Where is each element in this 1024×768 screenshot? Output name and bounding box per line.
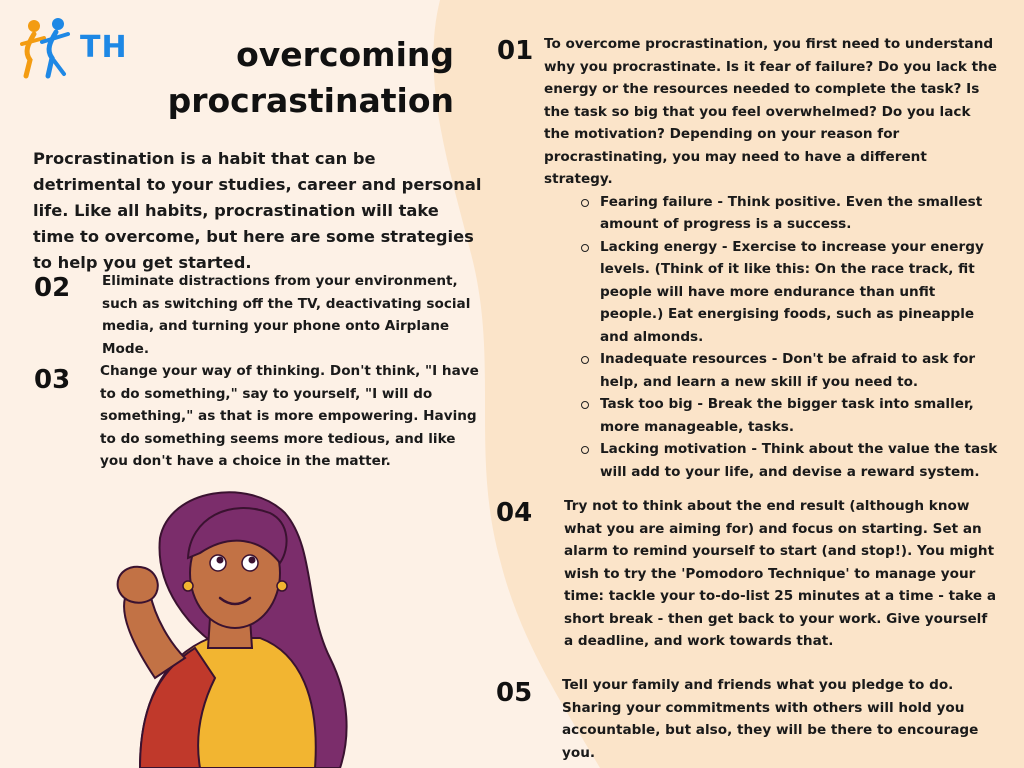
bullet-circle-icon [581,446,589,454]
logo-figures-icon [20,16,84,82]
step-number-04: 04 [496,498,533,528]
bullet-circle-icon [581,401,589,409]
step-number-03: 03 [34,365,71,395]
reason-list [544,191,1000,484]
step-text-02: Eliminate distractions from your environment, such as switching off the TV, deactivating social media, and turning your phone onto Airplane Mode. [102,273,471,357]
step-text-05: Tell your family and friends what you pledge to do. Sharing your commitments with others will hold you accountable, but also, they will be there to encourage you. [562,677,979,761]
bullet-circle-icon [581,199,589,207]
intro-paragraph: Procrastination is a habit that can be detrimental to your studies, career and personal life. Like all habits, procrastination will take time to overcome, but here are some strategies to help you get started. [33,149,482,272]
page-title [168,32,454,124]
reason-item [600,236,1000,349]
logo-text: TH [80,30,128,65]
step-number-05: 05 [496,678,533,708]
reason-text: Fearing failure - Think positive. Even the smallest amount of progress is a success. [600,193,983,232]
bullet-circle-icon [581,244,589,252]
step-text-01: To overcome procrastination, you first need to understand why you procrastinate. Is it fear of failure? Do you lack the energy or the resources needed to complete the task? Is the task so big that you feel overwhelmed? Do you lack the motivation? Depending on your reason for procrastinating, you may need to have a different strategy. [544,36,998,187]
title-line-1: overcoming [236,35,454,74]
reason-item [600,348,1000,393]
step-number-01: 01 [497,36,534,66]
bullet-circle-icon [581,356,589,364]
reason-text: Lacking motivation - Think about the value the task will add to your life, and devise a reward system. [600,441,998,480]
reason-text: Lacking energy - Exercise to increase your energy levels. (Think of it like this: On the race track, fit people will have more endurance than unfit people.) Eat energising foods, such as pineapple and almonds. [600,238,984,345]
reason-text: Inadequate resources - Don't be afraid to ask for help, and learn a new skill if you need to. [600,351,976,390]
step-block-01 [544,33,1000,483]
step-number-02: 02 [34,273,71,303]
title-line-2: procrastination [167,81,454,120]
step-text-03: Change your way of thinking. Don't think, "I have to do something," say to yourself, "I will do something," as that is more empowering. Having to do something seems more tedious, and like you don't have a choice in the matter. [100,363,479,469]
reason-item [600,438,1000,483]
step-text-04: Try not to think about the end result (although know what you are aiming for) and focus on starting. Set an alarm to remind yourself to start (and stop!). You might wish to try the 'Pomodoro Technique' to manage your time: tackle your to-do-list 25 minutes at a time - take a short break - then get back to your work. Give yourself a deadline, and work towards that. [564,498,997,649]
reason-text: Task too big - Break the bigger task into smaller, more manageable, tasks. [600,396,974,435]
woman-flexing-illustration [100,478,370,768]
reason-item [600,393,1000,438]
reason-item [600,191,1000,236]
